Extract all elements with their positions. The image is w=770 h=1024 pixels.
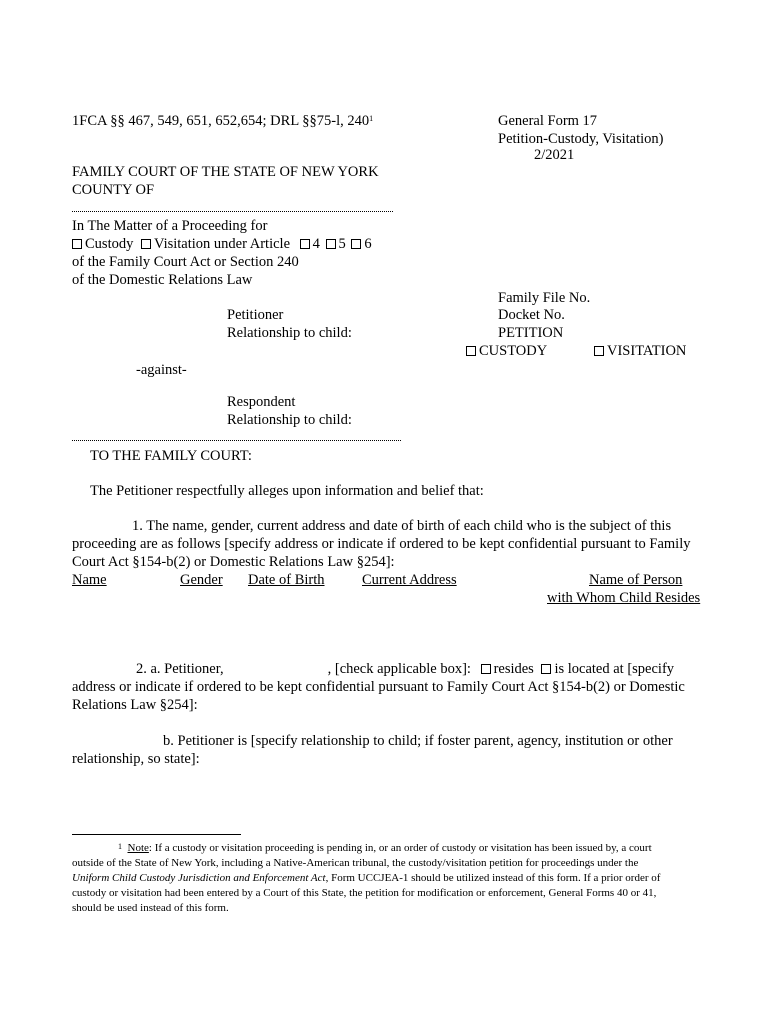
para1-line3: Court Act §154-b(2) or Domestic Relations Law §254]: [72, 554, 395, 570]
matter-line1: In The Matter of a Proceeding for [72, 218, 268, 234]
against-label: -against- [136, 362, 187, 378]
petitioner-relationship: Relationship to child: [227, 325, 352, 341]
footnote-line1: $^1$ Note: If a custody or visitation proceeding is pending in, or an order of custody or visitation has been issued by, a court [118, 842, 652, 854]
respondent-label: Respondent [227, 394, 296, 410]
para1-line2: proceeding are as follows [specify address or indicate if ordered to be kept confidential pursuant to Family [72, 536, 691, 552]
intro-paragraph: The Petitioner respectfully alleges upon information and belief that: [90, 483, 484, 499]
footnote-separator [72, 834, 241, 835]
col-date-of-birth: Date of Birth [248, 572, 325, 588]
resides-checkbox[interactable] [481, 664, 491, 674]
visitation-checkbox[interactable] [141, 239, 151, 249]
article-5-checkbox[interactable] [326, 239, 336, 249]
footnote-marker: 1 [369, 114, 374, 123]
respondent-relationship: Relationship to child: [227, 412, 352, 428]
col-person-line2: with Whom Child Resides [547, 590, 701, 606]
footnote-line4: custody or visitation had been entered by a Court of this State, the petition for modification or enforcement, General Forms 40 or 41, [72, 887, 657, 899]
footnote-line5: should be used instead of this form. [72, 902, 229, 914]
petition-label: PETITION [498, 325, 564, 341]
located-checkbox[interactable] [541, 664, 551, 674]
matter-line4: of the Domestic Relations Law [72, 272, 253, 288]
para2a-line1: 2. a. Petitioner, , [check applicable box]: resides is located at [specify [136, 661, 675, 677]
family-file-no: Family File No. [498, 290, 591, 306]
matter-line3: of the Family Court Act or Section 240 [72, 254, 299, 270]
col-gender: Gender [180, 572, 223, 588]
form-title: Petition-Custody, Visitation) [498, 131, 664, 147]
custody-option: CUSTODY [466, 342, 547, 360]
matter-type-line: Custody Visitation under Article 4 5 6 [72, 235, 372, 253]
form-date: 2/2021 [534, 147, 575, 163]
para2b-line2: relationship, so state]: [72, 751, 200, 767]
county-label: COUNTY OF [72, 182, 155, 198]
col-current-address: Current Address [362, 572, 457, 588]
statute-reference: 1FCA §§ 467, 549, 651, 652,654; DRL §§75-l, $240^1$ [72, 113, 374, 129]
visitation-option: VISITATION [594, 342, 686, 360]
para1-line1: 1. The name, gender, current address and date of birth of each child who is the subject of this [132, 518, 672, 534]
col-name: Name [72, 572, 107, 588]
col-person-line1: Name of Person [589, 572, 683, 588]
docket-no: Docket No. [498, 307, 565, 323]
petition-custody-checkbox[interactable] [466, 346, 476, 356]
caption-bottom-rule [72, 440, 401, 441]
to-family-court: TO THE FAMILY COURT: [90, 448, 252, 464]
form-number: General Form 17 [498, 113, 598, 129]
footnote-line2: outside of the State of New York, including a Native-American tribunal, the custody/visitation petition for proceedings under the [72, 857, 639, 869]
article-6-checkbox[interactable] [351, 239, 361, 249]
para2a-line3: Relations Law §254]: [72, 697, 198, 713]
court-name: FAMILY COURT OF THE STATE OF NEW YORK [72, 164, 379, 180]
footnote-line3: Uniform Child Custody Jurisdiction and Enforcement Act, Form UCCJEA-1 should be utilized instead of this form. If a prior order of [72, 872, 661, 884]
petitioner-label: Petitioner [227, 307, 284, 323]
para2a-line2: address or indicate if ordered to be kept confidential pursuant to Family Court Act §154-b(2) or Domestic [72, 679, 685, 695]
article-4-checkbox[interactable] [300, 239, 310, 249]
caption-top-rule [72, 211, 393, 212]
para2b-line1: b. Petitioner is [specify relationship to child; if foster parent, agency, institution or other [163, 733, 673, 749]
petition-visitation-checkbox[interactable] [594, 346, 604, 356]
custody-checkbox[interactable] [72, 239, 82, 249]
